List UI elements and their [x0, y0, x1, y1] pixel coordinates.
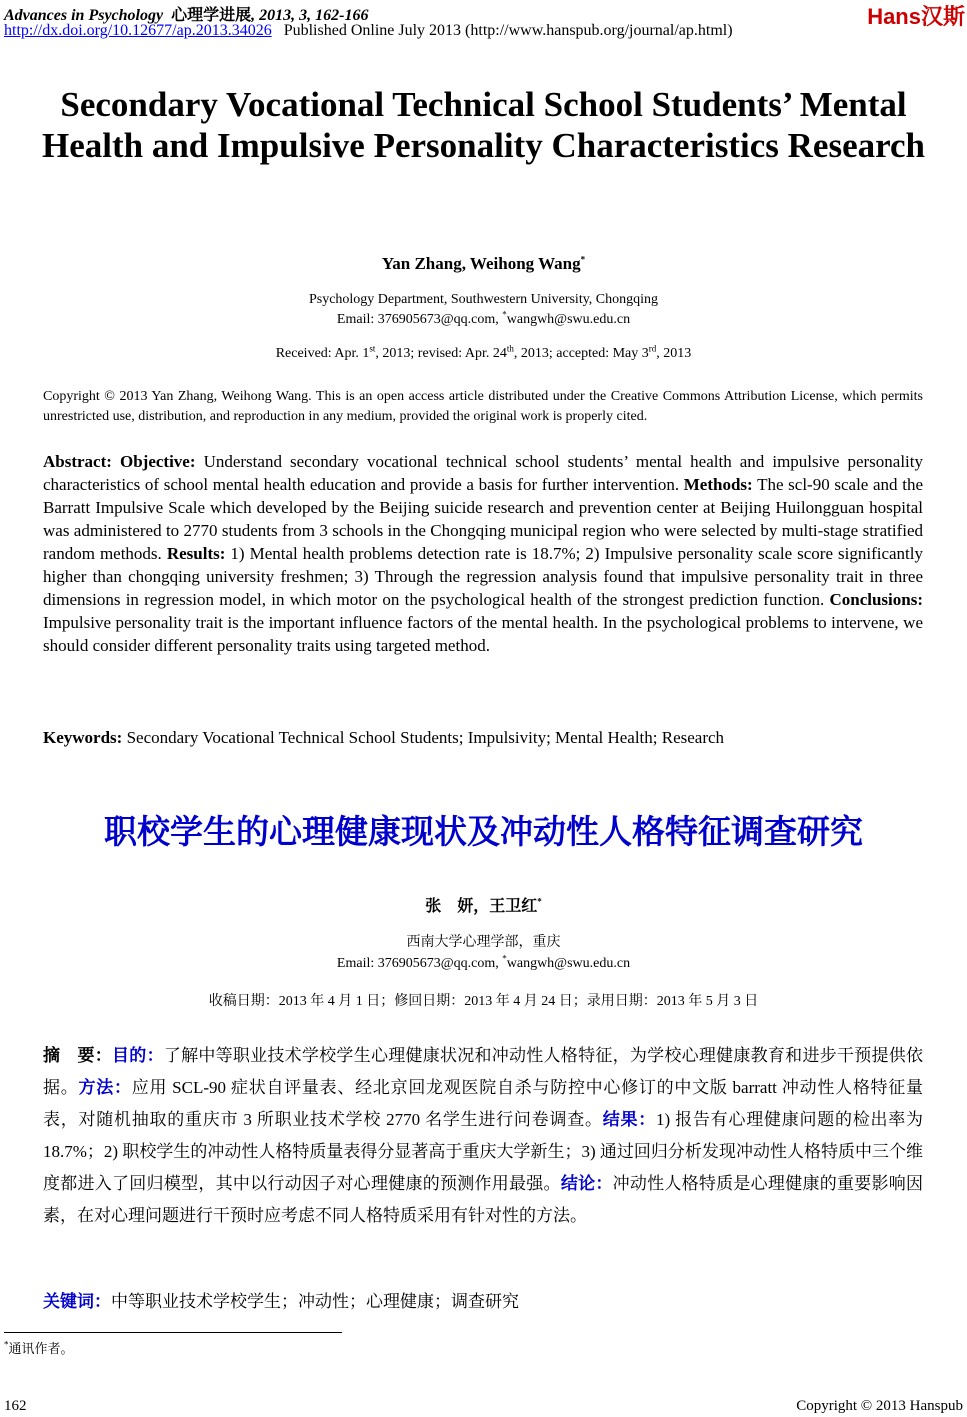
abstract-cn: 摘 要：目的：了解中等职业技术学校学生心理健康状况和冲动性人格特征，为学校心理健康教育和进步干预提供依据。方法：应用 SCL-90 症状自评量表、经北京回龙观医院自杀与防控中心修订的中文版 barratt 冲动性人格特征量表，对随机抽取的重庆市 3 所职业技术学校 2770 名学生进行问卷调查。结果：1) 报告有心理健康问题的检出率为 18.7%；2) 职校学生的冲动性人格特质量表得分显著高于重庆大学新生；3) 通过回归分析发现冲动性人格特质中三个维度都进入了回归模型，其中以行动因子对心理健康的预测作用最强。结论：冲动性人格特质是心理健康的重要影响因素，在对心理问题进行干预时应考虑不同人格特质采用有针对性的方法。 — [43, 1046, 924, 1225]
paper-title: Secondary Vocational Technical School Students’ Mental Health and Impulsive Personality Characteristics Research — [41, 85, 925, 165]
doi-link[interactable]: http://dx.doi.org/10.12677/ap.2013.34026 — [4, 22, 272, 39]
affiliation: Psychology Department, Southwestern University, Chongqing Email: 376905673@qq.com, *wangwh@swu.edu.cn — [308, 292, 659, 327]
keywords-cn: 关键词：中等职业技术学校学生；冲动性；心理健康；调查研究 — [43, 1292, 519, 1311]
paper-title-cn: 职校学生的心理健康现状及冲动性人格特征调查研究 — [104, 812, 863, 851]
doi-line — [4, 22, 733, 40]
published-info: Published Online July 2013 (http://www.hanspub.org/journal/ap.html) — [283, 22, 733, 39]
affiliation-cn: 西南大学心理学部，重庆 Email: 376905673@qq.com, *wangwh@swu.edu.cn — [336, 935, 631, 971]
hans-logo: Hans汉斯 — [867, 4, 965, 29]
received-dates: Received: Apr. 1st, 2013; revised: Apr. 24th, 2013; accepted: May 3rd, 2013 — [275, 343, 692, 361]
citation: , 2013, 3, 162-166 — [251, 7, 369, 24]
journal-name: Advances in Psychology — [4, 7, 164, 24]
footnote-divider — [4, 1332, 342, 1333]
copyright-notice: Copyright © 2013 Yan Zhang, Weihong Wang. This is an open access article distributed under the Creative Commons Attribution License, which permits unrestricted use, distribution, and reproduction in any medium, provided the original work is properly cited. — [43, 389, 923, 424]
journal-name-cn: 心理学进展 — [171, 7, 252, 24]
page-number: 162 — [4, 1398, 27, 1414]
footnote: *通讯作者。 — [4, 1339, 74, 1356]
abstract: Abstract: Objective: Understand secondary vocational technical school students’ mental health and impulsive personality characteristics of school mental health education and provide a basis for further intervention. Methods: The scl-90 scale and the Barratt Impulsive Scale which developed by the Beijing suicide research and prevention center at Beijing Huilongguan hospital was administered to 2770 students from 3 schools in the Chongqing municipal region who were selected by multi-stage stratified random methods. Results: 1) Mental health problems detection rate is 18.7%; 2) Impulsive personality scale score significantly higher than chongqing university freshmen; 3) Through the regression analysis found that impulsive personality trait in three dimensions in regression model, in which motor on the psychological health of the strongest prediction function. Conclusions: Impulsive personality trait is the important influence factors of the mental health. In the psychological problems to intervene, we should consider different personality traits using targeted method. — [43, 452, 923, 655]
keywords: Keywords: Secondary Vocational Technical School Students; Impulsivity; Mental Health; Research — [43, 728, 725, 747]
authors: Yan Zhang, Weihong Wang* — [381, 254, 586, 273]
footer-copyright: Copyright © 2013 Hanspub — [796, 1398, 963, 1414]
received-dates-cn: 收稿日期：2013 年 4 月 1 日；修回日期：2013 年 4 月 24 日；录用日期：2013 年 5 月 3 日 — [208, 994, 759, 1009]
authors-cn: 张 妍，王卫红* — [425, 896, 542, 915]
